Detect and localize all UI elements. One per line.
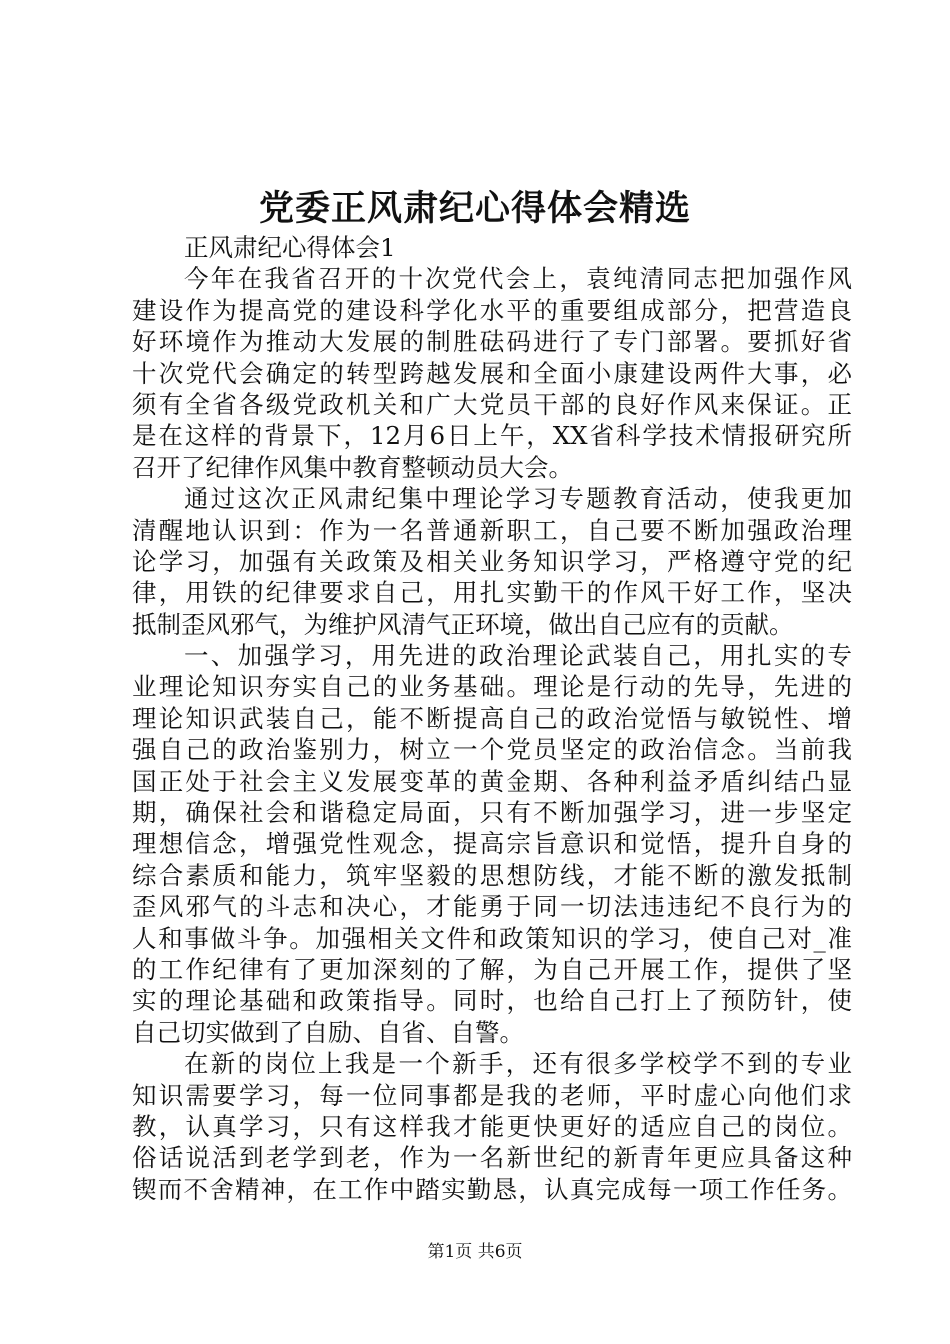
- paragraph-line: 建设作为提高党的建设科学化水平的重要组成部分，把营造良: [132, 295, 852, 325]
- paragraph-line: 综合素质和能力，筑牢坚毅的思想防线，才能不断的激发抵制: [132, 860, 852, 890]
- paragraph-line: 一、加强学习，用先进的政治理论武装自己，用扎实的专: [184, 641, 852, 671]
- paragraph-line: 清醒地认识到：作为一名普通新职工，自己要不断加强政治理: [132, 515, 852, 545]
- paragraph-line: 锲而不舍精神，在工作中踏实勤恳，认真完成每一项工作任务。: [132, 1174, 852, 1204]
- paragraph-line: 实的理论基础和政策指导。同时，也给自己打上了预防针，使: [132, 986, 852, 1016]
- document-body: [132, 232, 852, 1205]
- paragraph-line: 知识需要学习，每一位同事都是我的老师，平时虚心向他们求: [132, 1080, 852, 1110]
- paragraph-line: 歪风邪气的斗志和决心，才能勇于同一切法违违纪不良行为的: [132, 892, 852, 922]
- paragraph-line: 强自己的政治鉴别力，树立一个党员坚定的政治信念。当前我: [132, 735, 852, 765]
- paragraph-line: 教，认真学习，只有这样我才能更快更好的适应自己的岗位。: [132, 1111, 852, 1141]
- paragraph-line: 今年在我省召开的十次党代会上，袁纯清同志把加强作风: [184, 264, 852, 294]
- paragraph-line: 十次党代会确定的转型跨越发展和全面小康建设两件大事，必: [132, 358, 852, 388]
- paragraph-line: 的工作纪律有了更加深刻的了解，为自己开展工作，提供了坚: [132, 954, 852, 984]
- paragraph-line: 国正处于社会主义发展变革的黄金期、各种利益矛盾纠结凸显: [132, 766, 852, 796]
- paragraph-line: 理想信念，增强党性观念，提高宗旨意识和觉悟，提升自身的: [132, 829, 852, 859]
- paragraph-line: 律，用铁的纪律要求自己，用扎实勤干的作风干好工作，坚决: [132, 578, 852, 608]
- paragraph-line: 期，确保社会和谐稳定局面，只有不断加强学习，进一步坚定: [132, 798, 852, 828]
- paragraph-line: 通过这次正风肃纪集中理论学习专题教育活动，使我更加: [184, 484, 852, 514]
- paragraph-line: 召开了纪律作风集中教育整顿动员大会。: [132, 452, 573, 482]
- paragraph-line: 俗话说活到老学到老，作为一名新世纪的新青年更应具备这种: [132, 1143, 852, 1173]
- document-title: 党委正风肃纪心得体会精选: [258, 188, 691, 229]
- paragraph-line: 须有全省各级党政机关和广大党员干部的良好作风来保证。正: [132, 389, 852, 419]
- paragraph-line: 抵制歪风邪气，为维护风清气正环境，做出自己应有的贡献。: [132, 609, 794, 639]
- paragraph-line: 业理论知识夯实自己的业务基础。理论是行动的先导，先进的: [132, 672, 852, 702]
- paragraph-line: 理论知识武装自己，能不断提高自己的政治觉悟与敏锐性、增: [132, 703, 852, 733]
- paragraph-line: 论学习，加强有关政策及相关业务知识学习，严格遵守党的纪: [132, 546, 852, 576]
- paragraph-line: 在新的岗位上我是一个新手，还有很多学校学不到的专业: [184, 1049, 852, 1079]
- paragraph-line: 好环境作为推动大发展的制胜砝码进行了专门部署。要抓好省: [132, 327, 852, 357]
- section-heading: 正风肃纪心得体会1: [184, 233, 396, 262]
- paragraph-line: 是在这样的背景下，12月6日上午，XX省科学技术情报研究所: [132, 421, 852, 451]
- page-number-footer: 第1页 共6页: [427, 1242, 523, 1262]
- paragraph-line: 人和事做斗争。加强相关文件和政策知识的学习，使自己对_准: [132, 923, 852, 953]
- paragraph-line: 自己切实做到了自励、自省、自警。: [132, 1017, 524, 1047]
